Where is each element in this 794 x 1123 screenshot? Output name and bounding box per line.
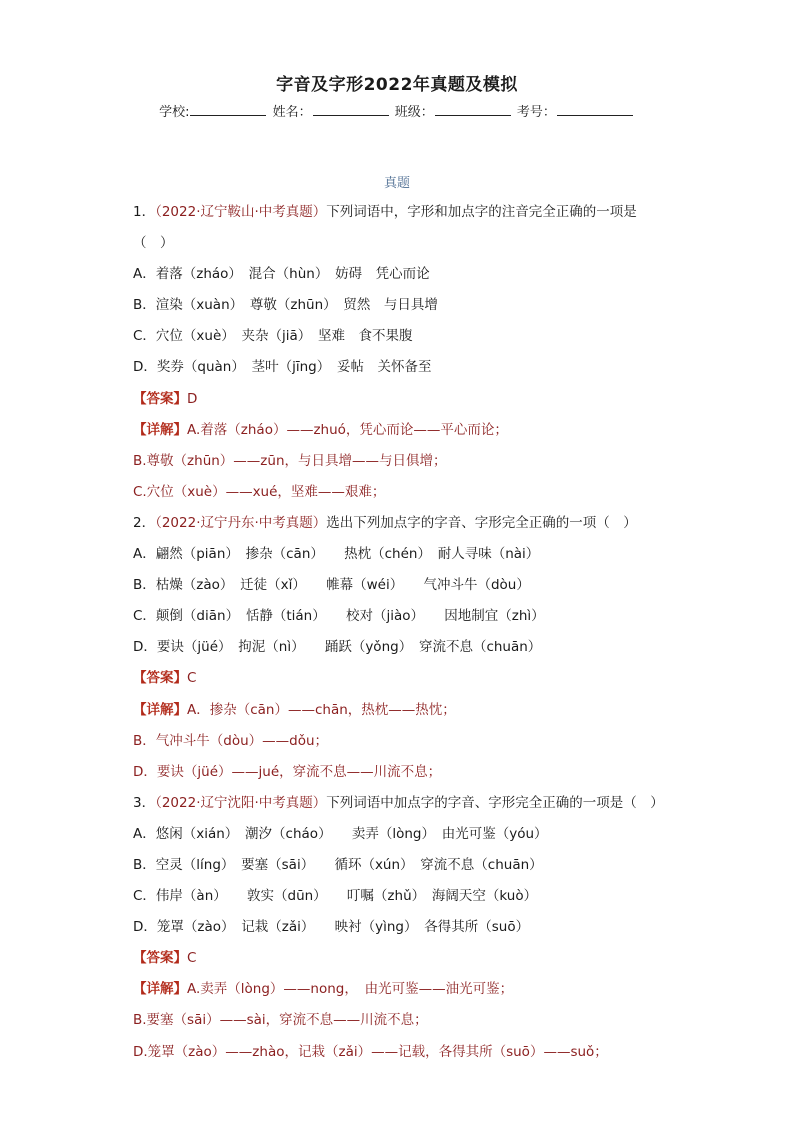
q1-option-b: B．渲染（xuàn） 尊敬（zhūn） 贸然 与日具增 — [133, 297, 438, 314]
q3-stem: 3．（2022·辽宁沈阳·中考真题）下列词语中加点字的字音、字形完全正确的一项是（ ） — [133, 794, 664, 811]
q2-detail-1: 【详解】A．掺杂（cān）——chān，热枕——热忱； — [133, 701, 456, 718]
question-list — [133, 200, 733, 1071]
q2-option-b: B．枯燥（zào） 迁徒（xǐ） 帷幕（wéi） 气冲斗牛（dòu） — [133, 577, 530, 594]
school-blank — [190, 103, 266, 116]
q1-answer: 【答案】D — [133, 390, 198, 407]
q1-stem: 1．（2022·辽宁鞍山·中考真题）下列词语中，字形和加点字的注音完全正确的一项是 — [133, 204, 637, 220]
q3-detail-1: 【详解】A.卖弄（lòng）——nong， 由光可鉴——油光可鉴； — [133, 981, 514, 998]
exam-no-label: 考号： — [516, 105, 556, 120]
q1-detail-2: B.尊敬（zhūn）——zūn，与日具增——与日俱增； — [133, 452, 447, 469]
q2-stem: 2．（2022·辽宁丹东·中考真题）选出下列加点字的字音、字形完全正确的一项（ ） — [133, 514, 637, 531]
q3-source: （2022·辽宁沈阳·中考真题） — [155, 794, 327, 811]
q2-detail-2: B．气冲斗牛（dòu）——dǒu； — [133, 732, 329, 749]
name-label: 姓名： — [272, 105, 312, 120]
q3-option-c: C．伟岸（àn） 敦实（dūn） 叮嘱（zhǔ） 海阔天空（kuò） — [133, 888, 538, 905]
q3-option-a: A．悠闲（xián） 潮汐（cháo） 卖弄（lòng） 由光可鉴（yóu） — [133, 825, 548, 842]
q3-detail-2: B.要塞（sāi）——sài，穿流不息——川流不息； — [133, 1012, 428, 1029]
q2-option-a: A．翩然（piān） 掺杂（cān） 热枕（chén） 耐人寻味（nài） — [133, 546, 540, 563]
q1-option-a: A．着落（zháo） 混合（hùn） 妨碍 凭心而论 — [133, 266, 430, 283]
q1-paren: （ ） — [133, 235, 174, 252]
section-heading: 真题 — [383, 176, 410, 191]
q2-source: （2022·辽宁丹东·中考真题） — [155, 514, 327, 531]
school-label: 学校: — [159, 105, 190, 120]
q1-source: （2022·辽宁鞍山·中考真题） — [155, 204, 327, 220]
page-title: 字音及字形2022年真题及模拟 — [276, 75, 518, 95]
q3-detail-3: D.笼罩（zào）——zhào，记栽（zǎi）——记载，各得其所（suō）——suǒ； — [133, 1043, 608, 1060]
name-blank — [313, 103, 389, 116]
q3-answer: 【答案】C — [133, 950, 197, 967]
q1-option-c: C．穴位（xuè） 夹杂（jiā） 坚难 食不果腹 — [133, 328, 413, 345]
q1-detail-3: C.穴位（xuè）——xué，坚难——艰难； — [133, 483, 386, 500]
q3-option-b: B．空灵（líng） 要塞（sāi） 循环（xún） 穿流不息（chuān） — [133, 856, 543, 873]
class-blank — [435, 103, 511, 116]
q2-option-c: C．颠倒（diān） 恬静（tián） 校对（jiào） 因地制宜（zhì） — [133, 608, 545, 625]
q1-option-d: D．奖券（quàn） 茎叶（jīng） 妥帖 关怀备至 — [133, 359, 432, 376]
q3-option-d: D．笼罩（zào） 记栽（zǎi） 映衬（yìng） 各得其所（suō） — [133, 919, 530, 936]
q2-answer: 【答案】C — [133, 670, 197, 687]
exam-no-blank — [557, 103, 633, 116]
q2-detail-3: D．要诀（jüé）——jué，穿流不息——川流不息； — [133, 763, 442, 780]
class-label: 班级： — [394, 105, 434, 120]
q2-option-d: D．要诀（jüé） 拘泥（nì） 踊跃（yǒng） 穿流不息（chuān） — [133, 639, 542, 656]
student-info-line — [0, 101, 794, 120]
q1-detail-1: 【详解】A.着落（zháo）——zhuó，凭心而论——平心而论； — [133, 421, 508, 438]
